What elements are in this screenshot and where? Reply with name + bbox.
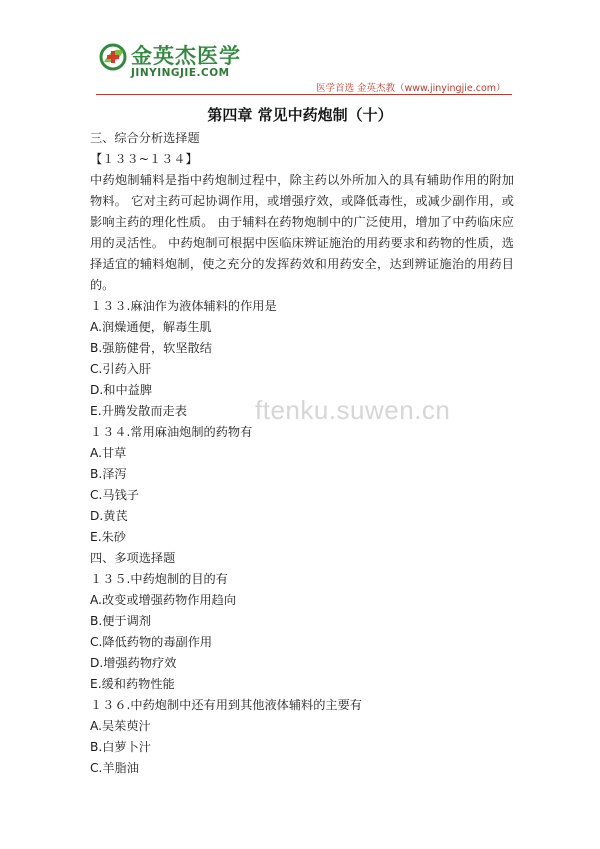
answer-option: B.便于调剂: [90, 614, 151, 628]
answer-option: C.引药入肝: [90, 362, 152, 376]
logo-leaf-icon: [98, 42, 128, 72]
brand-logo: [98, 40, 258, 90]
question-stem: １３５.中药炮制的目的有: [90, 572, 228, 586]
answer-option: C.马钱子: [90, 488, 139, 502]
logo-english-name: JINYINGJIE.COM: [131, 67, 230, 79]
question-range: 【１３３~１３４】: [90, 152, 198, 166]
logo-chinese-name: 金英杰医学: [131, 44, 241, 68]
answer-option: B.白萝卜汁: [90, 740, 151, 754]
answer-option: B.泽泻: [90, 467, 127, 481]
answer-option: C.降低药物的毒副作用: [90, 635, 213, 649]
answer-option: B.强筋健骨，软坚散结: [90, 341, 212, 355]
header-divider: [96, 94, 512, 95]
watermark-text: ftenku.suwen.cn: [255, 395, 451, 425]
question-stem: １３３.麻油作为液体辅料的作用是: [90, 299, 277, 313]
answer-option: A.改变或增强药物作用趋向: [90, 593, 237, 607]
question-stem: １３６.中药炮制中还有用到其他液体辅料的主要有: [90, 698, 362, 712]
answer-option: A.润燥通便，解毒生肌: [90, 320, 212, 334]
answer-option: A.吴茱萸汁: [90, 719, 151, 733]
document-body: [90, 128, 514, 779]
section-heading: 三、综合分析选择题: [90, 131, 200, 145]
intro-paragraph: 中药炮制辅料是指中药炮制过程中，除主药以外所加入的具有辅助作用的附加物料。 它对主药可起协调作用，或增强疗效，或降低毒性，或减少副作用，或影响主药的理化性质。 由于辅料在药物炮制中的广泛使用，增加了中药临床应用的灵活性。 中药炮制可根据中医临床辨证施治的用药要求和药物的性质，选择适宜的辅料炮制，使之充分的发挥药效和用药安全，达到辨证施治的用药目的。: [90, 173, 514, 292]
answer-option: E.缓和药物性能: [90, 677, 175, 691]
header-tagline: 医学首选 金英杰教（www.jinyingjie.com）: [316, 83, 506, 94]
page-title: 第四章 常见中药炮制（十）: [207, 106, 393, 124]
answer-option: E.朱砂: [90, 530, 126, 544]
answer-option: E.升腾发散而走表: [90, 404, 187, 418]
answer-option: D.和中益脾: [90, 383, 153, 397]
answer-option: A.甘草: [90, 446, 127, 460]
section-heading: 四、多项选择题: [90, 551, 176, 565]
question-stem: １３４.常用麻油炮制的药物有: [90, 425, 253, 439]
answer-option: C.羊脂油: [90, 761, 139, 775]
answer-option: D.黄芪: [90, 509, 128, 523]
answer-option: D.增强药物疗效: [90, 656, 177, 670]
